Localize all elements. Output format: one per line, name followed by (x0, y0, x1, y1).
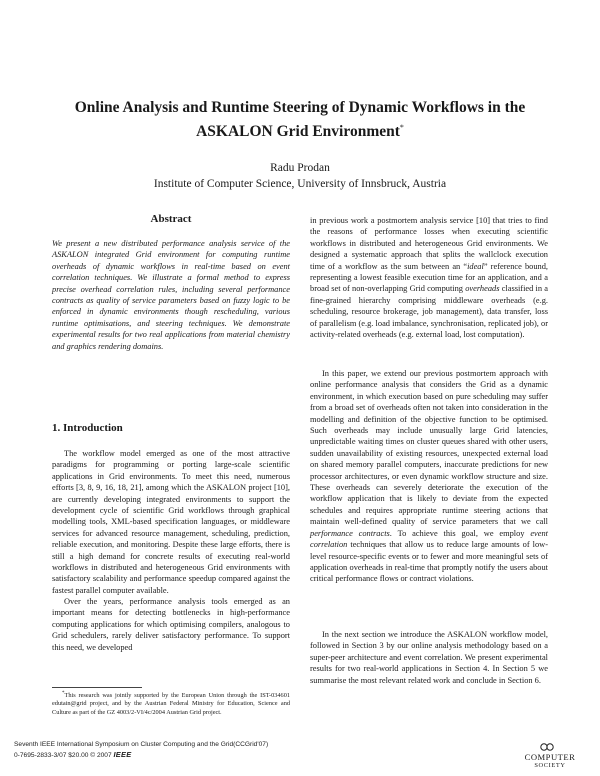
footnote-rule (52, 687, 142, 688)
right-paragraph-2 (310, 368, 548, 585)
right-paragraph-3: In the next section we introduce the ASKALON workflow model, followed in Section 3 by our online analysis methodology based on a super-peer architecture and event correlation. We present experimental results for two real-world applications in Section 4. In Section 5 we summarise the most relevant related work and conclude in Section 6. (310, 630, 548, 685)
text-run: in previous work a postmortem analysis service [10] that tries to find the reasons of performance losses when executing scientific workflows in distributed and heterogeneous Grid environments. We designed a systematic approach that splits the wallclock execution time of a workflow as the sum between an “ (310, 216, 548, 271)
italic-term: performance contracts (310, 528, 390, 538)
paper-title (40, 98, 560, 142)
text-run: techniques that allow us to reduce large amounts of low-level resource-specific events or to fewer and more meaningful sets of application overheads in real-time that promptly notify the users about critical performance flows or contract violations. (310, 540, 548, 584)
italic-term: overheads (465, 284, 500, 294)
footnote-text: This research was jointly supported by the European Union through the IST-034601 edutain@grid project, and by the Austrian Federal Ministry for Education, Science and Culture as part of the GZ 4003/2-VI/4c/2004 Austrian Grid project. (52, 692, 290, 716)
author-affiliation: Institute of Computer Science, University of Innsbruck, Austria (153, 178, 447, 190)
abstract-text: We present a new distributed performance analysis service of the ASKALON integrated Grid environment for computing runtime overheads of dynamic workflows in real-time based on event correlation techniques. We illustrate a formal method to express precise overhead correlation rules, including several performance contracts as quality of service parameters based on fuzzy logic to be enforced in dynamic environments though rescheduling, various runtime optimisations, and steering techniques. We demonstrate experimental results for two real applications from material chemistry and graphics rendering domains. (52, 239, 290, 351)
italic-term: event correlation (310, 528, 548, 550)
italic-term: ideal (467, 261, 484, 271)
text-run: classified in a fine-grained hierarchy comprising middleware overheads (e.g. scheduling, resource brokerage, job management), data transfer, loss of parallelism (e.g. load imbalance, synchronisation, replicated job), or activity-related overheads (e.g. external load, lost computation). (310, 284, 548, 340)
logo-line-2: SOCIETY (534, 762, 566, 769)
text-run: In this paper, we extend our previous postmortem approach with online performance analysis that considers the Grid as a dynamic environment, in which execution based on pure scheduling may suffer from a broad set of overheads often not taken into consideration in the modelling and definition of the objective function to be optimised. Such overheads may include unusually large Grid latencies, unpredictable waiting times on cluster queues shared with other users, sudden unavailability of existing resources, unexpected external load on shared memory parallel computers, inaccurate predictions for new processor architectures, or even dynamic workflow structure and size. These overheads can severely deteriorate the execution of the workflow application that is likely to deviate from the expected schedules and requires appropriate runtime steering actions that maintain well-defined quality of service parameters that we call (310, 369, 548, 527)
computer-society-emblem-icon (540, 742, 554, 752)
author-name: Radu Prodan (270, 162, 330, 174)
page-footer (14, 740, 434, 760)
title-footnote-mark: * (399, 123, 404, 132)
introduction-paragraph-2: Over the years, performance analysis tools emerged as an important means for detecting bottlenecks in high-performance computing applications for which optimising compilers, analogous to Grid schedulers, rarely deliver satisfactory performance. To support this need, we developed (52, 597, 290, 652)
introduction-paragraph-1: The workflow model emerged as one of the most attractive paradigms for programming or porting large-scale scientific applications in Grid environments. To meet this need, numerous efforts [3, 8, 9, 16, 18, 21], among which the ASKALON project [10], are currently developing integrated environments to support the development cycle of scientific Grid workflows through graphical modelling tools, XML-based specification languages, or middleware services for advanced resource management, scheduling, prediction, reliable execution, and monitoring. Despite these large efforts, there is still a high demand for concrete results of executing real-world workflows in distributed and heterogeneous Grid environments with satisfactory scalability and performance speedup compared against the fastest parallel computer available. (52, 449, 290, 595)
abstract-heading: Abstract (150, 213, 192, 225)
text-run: ” reference bound, representing a lowest feasible execution time for an application, and a broad set of non-overlapping Grid computing (310, 261, 548, 294)
isbn-line (14, 750, 434, 761)
footnote-mark: * (62, 691, 65, 696)
isbn-text: 0-7695-2833-3/07 $20.00 © 2007 (14, 751, 114, 759)
right-paragraph-1 (310, 215, 548, 340)
ieee-logo: IEEE (113, 749, 132, 759)
footnote (52, 690, 290, 717)
introduction-heading: 1. Introduction (52, 422, 123, 434)
author-block (40, 160, 560, 192)
computer-society-logo (510, 742, 590, 772)
logo-line-1: COMPUTER (524, 752, 576, 762)
conference-name: Seventh IEEE International Symposium on Cluster Computing and the Grid(CCGrid'07) (14, 741, 269, 748)
paper-title-text: Online Analysis and Runtime Steering of Dynamic Workflows in the ASKALON Grid Environment (74, 99, 526, 141)
text-run: . To achieve this goal, we employ (389, 528, 531, 538)
